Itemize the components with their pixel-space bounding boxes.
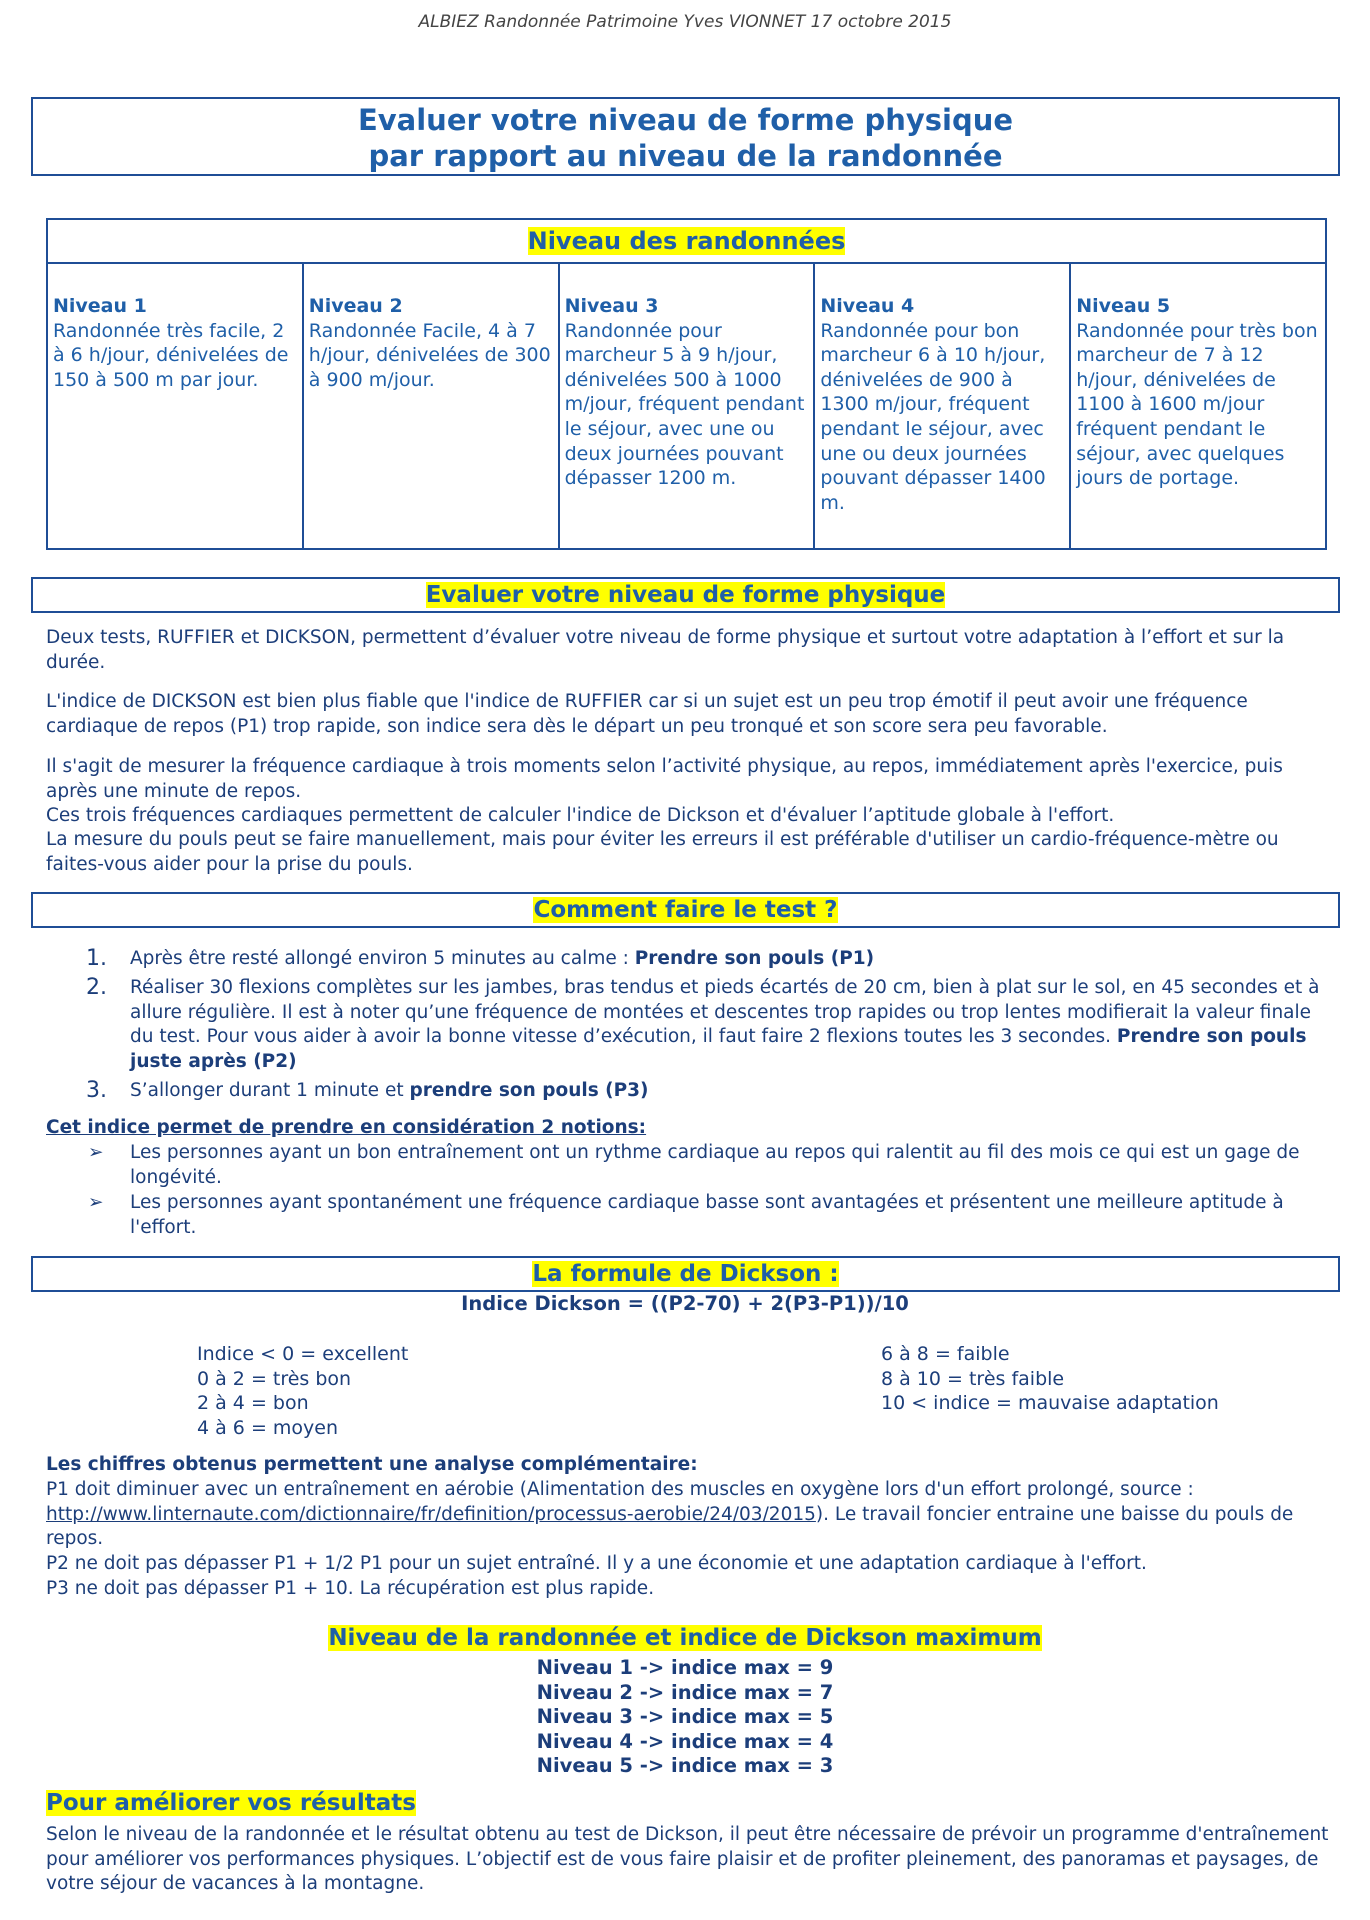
page-header: ALBIEZ Randonnée Patrimoine Yves VIONNET 17 octobre 2015 (418, 12, 952, 32)
test-step-1 (46, 947, 1336, 972)
level-cell-5 (1071, 264, 1325, 550)
test-step-2 (46, 976, 1336, 1074)
analysis-text-a: P1 doit diminuer avec un entraînement en aérobie (Alimentation des muscles en oxygène lors d'un effort prolongé, source : (46, 1479, 1194, 1500)
level-title: Niveau 4 (820, 295, 915, 317)
formula-heading-text: La formule de Dickson : (532, 1261, 839, 1287)
level-cell-2 (304, 264, 560, 550)
level-description: Randonnée pour très bon marcheur de 7 à 12 h/jour, dénivelées de 1100 à 1600 m/jour fréquent pendant le séjour, avec quelques jours de portage. (1076, 319, 1318, 490)
level-cell-4 (815, 264, 1071, 550)
levels-row (48, 264, 1325, 550)
step-text: S’allonger durant 1 minute et (130, 1080, 410, 1101)
analysis-paragraph-1 (46, 1478, 1336, 1552)
eval-section-heading (31, 577, 1340, 613)
improve-section-heading (46, 1791, 1336, 1816)
eval-heading-text: Evaluer votre niveau de forme physique (425, 582, 946, 608)
eval-paragraph-4: Ces trois fréquences cardiaques permettent de calculer l'indice de Dickson et d'évaluer l’aptitude globale à l'effort. (46, 805, 1115, 826)
notions-title: Cet indice permet de prendre en considération 2 notions: (46, 1117, 647, 1138)
step-action: prendre son pouls (P3) (409, 1080, 649, 1101)
level-title: Niveau 5 (1076, 295, 1171, 317)
levels-table-heading (48, 220, 1325, 264)
scale-right-2: 8 à 10 = très faible (881, 1368, 1065, 1390)
max-list (0, 1656, 1370, 1779)
scale-right-3: 10 < indice = mauvaise adaptation (881, 1392, 1219, 1414)
max-item-4: Niveau 4 -> indice max = 4 (536, 1729, 834, 1753)
analysis-paragraph-3: P3 ne doit pas dépasser P1 + 10. La récupération est plus rapide. (46, 1578, 655, 1599)
eval-paragraph-2: L'indice de DICKSON est bien plus fiable que l'indice de RUFFIER car si un sujet est un peu trop émotif il peut avoir une fréquence cardiaque de repos (P1) trop rapide, son indice sera dès le départ un peu tronqué et son score sera peu favorable. (46, 691, 1248, 737)
test-section-heading (31, 892, 1340, 928)
notion-text: Les personnes ayant un bon entraînement ont un rythme cardiaque au repos qui ralentit au fil des mois ce qui est un gage de longévité. (130, 1142, 1300, 1188)
source-link[interactable]: http://www.linternaute.com/dictionnaire/fr/definition/processus-aerobie/24/03/2015 (46, 1503, 816, 1525)
level-description: Randonnée pour bon marcheur 6 à 10 h/jour, dénivelées de 900 à 1300 m/jour, fréquent pendant le séjour, avec une ou deux journées pouvant dépasser 1400 m. (820, 319, 1046, 514)
levels-table (46, 218, 1327, 550)
eval-paragraph-1: Deux tests, RUFFIER et DICKSON, permettent d’évaluer votre niveau de forme physique et surtout votre adaptation à l’effort et sur la durée. (46, 627, 1285, 673)
step-number: 1. (86, 946, 107, 971)
level-title: Niveau 2 (308, 295, 403, 317)
scale-left-4: 4 à 6 = moyen (197, 1417, 339, 1439)
scale-right-1: 6 à 8 = faible (881, 1343, 1010, 1365)
level-cell-1 (48, 264, 304, 550)
max-item-1: Niveau 1 -> indice max = 9 (536, 1656, 834, 1679)
level-cell-3 (560, 264, 816, 550)
test-heading-text: Comment faire le test ? (533, 897, 838, 923)
max-item-5: Niveau 5 -> indice max = 3 (536, 1754, 834, 1778)
step-action: Prendre son pouls (P1) (634, 948, 875, 969)
scale-left-3: 2 à 4 = bon (197, 1392, 309, 1414)
dickson-formula: Indice Dickson = ((P2-70) + 2(P3-P1))/10 (461, 1292, 909, 1315)
improve-paragraph: Selon le niveau de la randonnée et le résultat obtenu au test de Dickson, il peut être nécessaire de prévoir un programme d'entraînement pour améliorer vos performances physiques. L’objectif est de vous faire plaisir et de profiter pleinement, des panoramas et paysages, de votre séjour de vacances à la montagne. (46, 1824, 1329, 1895)
analysis-title: Les chiffres obtenus permettent une analyse complémentaire: (46, 1454, 698, 1475)
eval-paragraph-3: Il s'agit de mesurer la fréquence cardiaque à trois moments selon l’activité physique, au repos, immédiatement après l'exercice, puis après une minute de repos. (46, 756, 1283, 802)
step-number: 3. (86, 1078, 107, 1103)
notion-item-1 (46, 1141, 1336, 1190)
arrow-bullet-icon: ➢ (88, 1192, 104, 1213)
level-description: Randonnée pour marcheur 5 à 9 h/jour, dénivelées 500 à 1000 m/jour, fréquent pendant le séjour, avec une ou deux journées pouvant dépasser 1200 m. (564, 319, 805, 490)
level-title: Niveau 1 (53, 295, 147, 317)
improve-heading-text: Pour améliorer vos résultats (46, 1790, 416, 1816)
step-number: 2. (86, 975, 107, 1000)
max-section-heading (0, 1625, 1370, 1651)
step-action: Prendre son pouls juste après (P2) (130, 1026, 1307, 1072)
step-text: Après être resté allongé environ 5 minutes au calme : (130, 948, 635, 969)
level-description: Randonnée très facile, 2 à 6 h/jour, dénivelées de 150 à 500 m par jour. (53, 319, 289, 391)
test-step-3 (46, 1079, 1336, 1104)
document-title (31, 97, 1340, 176)
title-line-1: Evaluer votre niveau de forme physique (357, 103, 1014, 137)
step-text: Réaliser 30 flexions complètes sur les jambes, bras tendus et pieds écartés de 20 cm, bien à plat sur le sol, en 45 secondes et à allure régulière. Il est à noter qu’une fréquence de montées et descentes trop rapides ou trop lentes modifierait la valeur finale du test. Pour vous aider à avoir la bonne vitesse d’exécution, il faut faire 2 flexions toutes les 3 secondes. (130, 977, 1320, 1048)
level-title: Niveau 3 (564, 295, 659, 317)
analysis-paragraph-2: P2 ne doit pas dépasser P1 + 1/2 P1 pour un sujet entraîné. Il y a une économie et une adaptation cardiaque à l'effort. (46, 1553, 1147, 1574)
level-description: Randonnée Facile, 4 à 7 h/jour, dénivelées de 300 à 900 m/jour. (308, 319, 551, 391)
max-heading-text: Niveau de la randonnée et indice de Dickson maximum (328, 1625, 1042, 1651)
eval-paragraph-5: La mesure du pouls peut se faire manuellement, mais pour éviter les erreurs il est préférable d'utiliser un cardio-fréquence-mètre ou faites-vous aider pour la prise du pouls. (46, 829, 1279, 875)
formula-section-heading (31, 1256, 1340, 1292)
scale-left-1: Indice < 0 = excellent (197, 1343, 409, 1365)
levels-heading-text: Niveau des randonnées (527, 227, 846, 255)
analysis-text-b: ). Le travail foncier entraine une baisse du pouls de repos. (46, 1503, 1294, 1550)
scale-left-2: 0 à 2 = très bon (197, 1368, 352, 1390)
notion-item-2 (46, 1191, 1336, 1240)
notion-text: Les personnes ayant spontanément une fréquence cardiaque basse sont avantagées et présentent une meilleure aptitude à l'effort. (130, 1192, 1284, 1238)
title-line-2: par rapport au niveau de la randonnée (368, 139, 1003, 173)
max-item-2: Niveau 2 -> indice max = 7 (536, 1680, 834, 1704)
arrow-bullet-icon: ➢ (88, 1142, 104, 1163)
max-item-3: Niveau 3 -> indice max = 5 (536, 1705, 834, 1729)
